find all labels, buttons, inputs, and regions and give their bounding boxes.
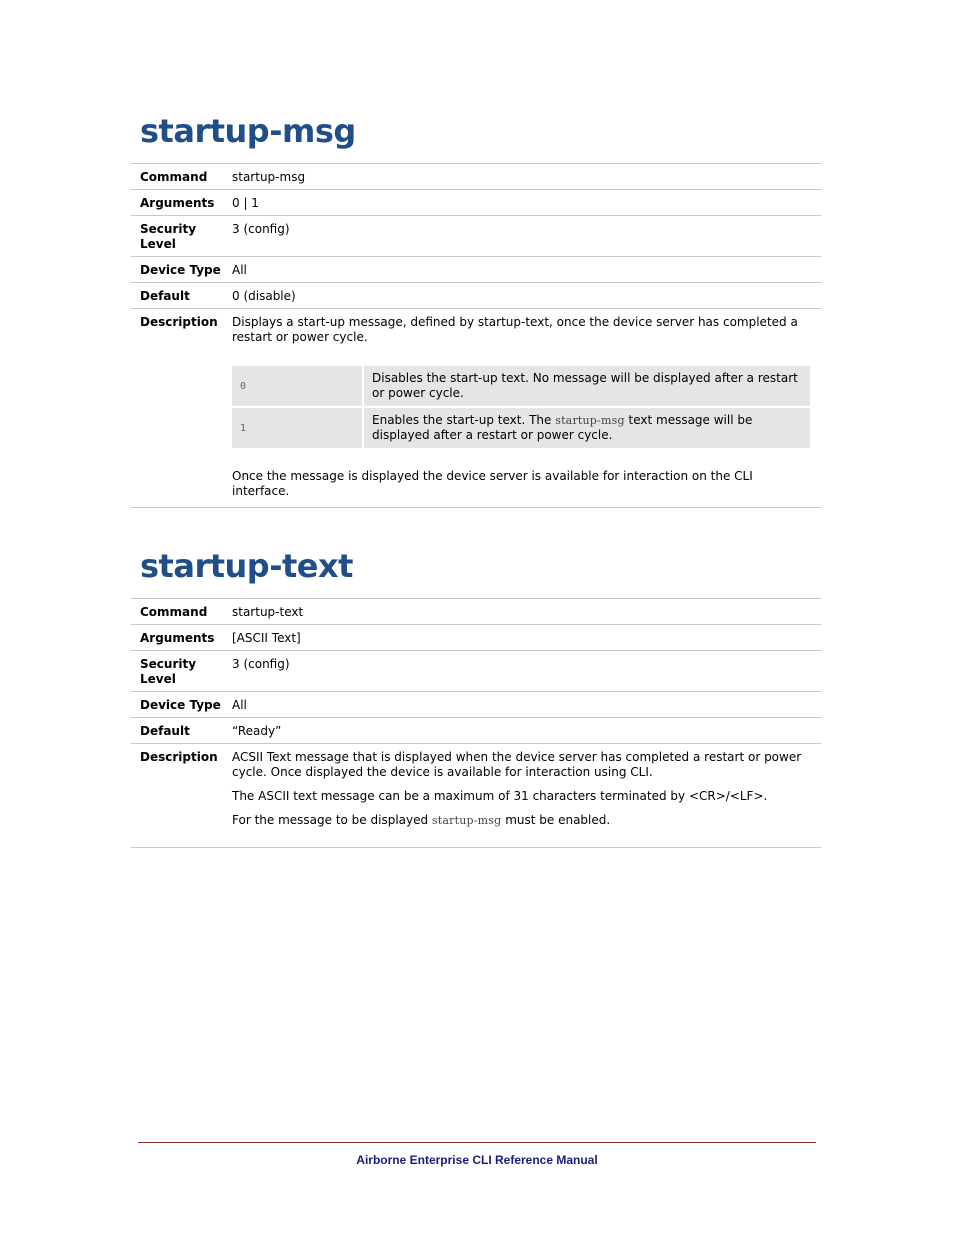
option-text — [364, 408, 810, 448]
row-label: Arguments — [140, 631, 215, 645]
option-text-after: text message will be displayed after a restart or power cycle. — [372, 413, 753, 442]
section-title-startup-msg: startup-msg — [140, 112, 356, 150]
row-value: 3 (config) — [232, 222, 290, 236]
command-table-startup-msg — [131, 163, 821, 508]
footer-title: Airborne Enterprise CLI Reference Manual — [356, 1153, 598, 1167]
row-description — [131, 743, 821, 847]
row-security-level — [131, 215, 821, 256]
option-row — [232, 408, 810, 448]
row-label: Description — [140, 750, 218, 764]
row-value: All — [232, 263, 247, 277]
row-default — [131, 717, 821, 743]
row-arguments — [131, 189, 821, 215]
para-text-code: startup-msg — [431, 814, 502, 827]
row-device-type — [131, 256, 821, 282]
row-default — [131, 282, 821, 308]
row-device-type — [131, 691, 821, 717]
description-outro: Once the message is displayed the device server is available for interaction on the CLI interface. — [232, 469, 753, 498]
description-paragraph: ACSII Text message that is displayed when the device server has completed a restart or power cycle. Once displayed the device is available for interaction using CLI. — [232, 750, 802, 779]
options-table — [230, 364, 812, 450]
row-value: startup-text — [232, 605, 304, 619]
row-label: Device Type — [140, 263, 221, 277]
row-label: Default — [140, 724, 190, 738]
table-bottom-rule — [131, 847, 821, 848]
row-value: 0 | 1 — [232, 196, 259, 210]
row-arguments — [131, 624, 821, 650]
description-intro: Displays a start-up message, defined by startup-text, once the device server has completed a restart or power cycle. — [232, 315, 798, 344]
row-security-level — [131, 650, 821, 691]
para-text-before: For the message to be displayed — [232, 813, 432, 827]
row-label: Description — [140, 315, 218, 329]
row-value: startup-msg — [232, 170, 306, 184]
row-label: Default — [140, 289, 190, 303]
row-label: Command — [140, 605, 208, 619]
para-text-after: must be enabled. — [501, 813, 611, 827]
row-description — [131, 308, 821, 507]
row-value: 3 (config) — [232, 657, 290, 671]
row-value: [ASCII Text] — [232, 631, 301, 645]
row-label: Security Level — [140, 222, 197, 251]
option-text: Disables the start-up text. No message will be displayed after a restart or power cycle. — [364, 366, 810, 406]
description-paragraph: The ASCII text message can be a maximum of 31 characters terminated by <CR>/<LF>. — [232, 789, 768, 803]
row-value: All — [232, 698, 247, 712]
option-text-before: Enables the start-up text. The — [372, 413, 556, 427]
row-value — [232, 750, 821, 837]
option-text-code: startup-msg — [555, 414, 625, 427]
table-bottom-rule — [131, 507, 821, 508]
row-value — [232, 315, 822, 499]
option-row — [232, 366, 810, 406]
row-label: Arguments — [140, 196, 215, 210]
row-label: Device Type — [140, 698, 221, 712]
option-code: 0 — [232, 366, 362, 406]
row-label: Security Level — [140, 657, 197, 686]
description-paragraph — [232, 813, 811, 828]
row-value: 0 (disable) — [232, 289, 296, 303]
row-label: Command — [140, 170, 208, 184]
row-command — [131, 163, 821, 189]
footer-rule — [138, 1142, 816, 1143]
option-code: 1 — [232, 408, 362, 448]
row-command — [131, 598, 821, 624]
section-title-startup-text: startup-text — [140, 547, 353, 585]
row-value: “Ready” — [232, 724, 282, 738]
command-table-startup-text — [131, 598, 821, 848]
